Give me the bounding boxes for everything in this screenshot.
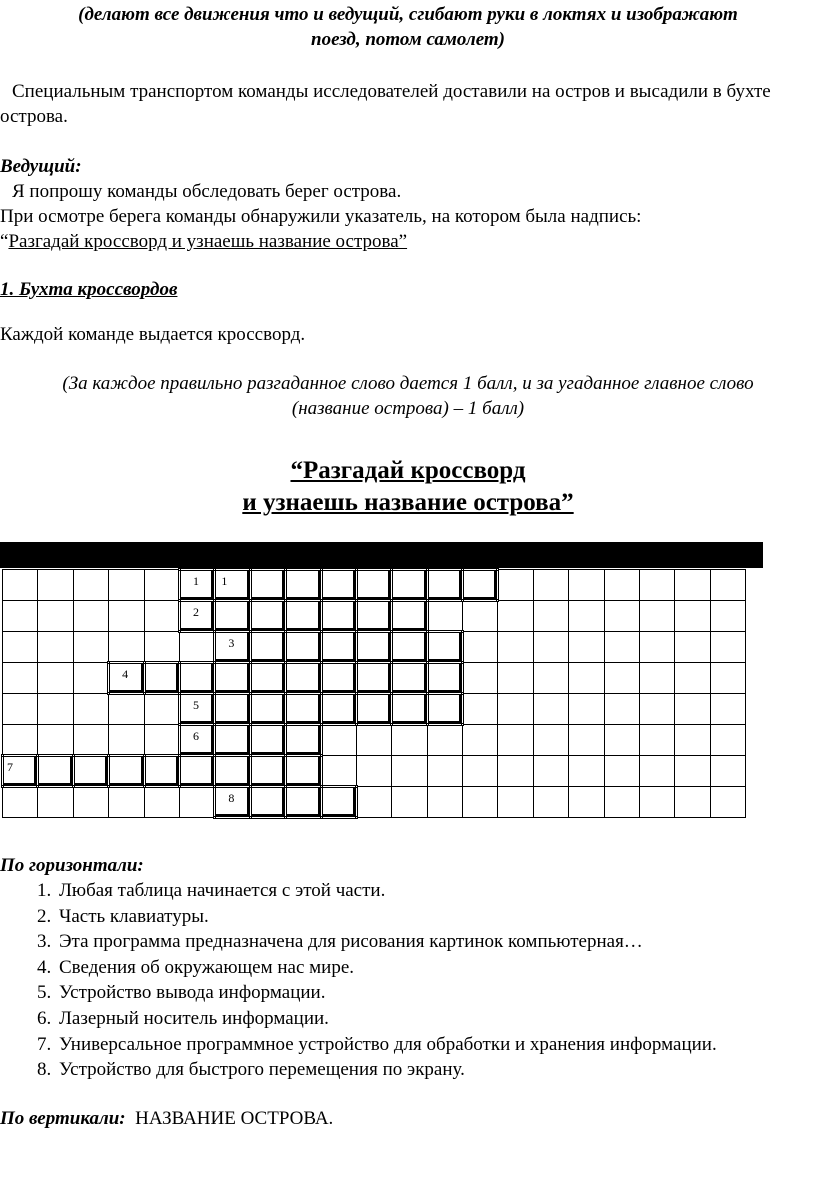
crossword-answer-cell[interactable]	[179, 756, 214, 787]
crossword-answer-cell[interactable]	[356, 663, 391, 694]
crossword-empty-cell	[73, 663, 108, 694]
crossword-empty-cell	[533, 663, 568, 694]
crossword-empty-cell	[604, 632, 639, 663]
crossword-empty-cell	[144, 725, 179, 756]
clues	[0, 853, 816, 1131]
crossword-answer-cell[interactable]	[321, 570, 356, 601]
crossword-answer-cell[interactable]	[250, 570, 285, 601]
crossword-empty-cell	[569, 725, 604, 756]
crossword-answer-cell[interactable]	[356, 570, 391, 601]
horizontal-clue-item: 8. Устройство для быстрого перемещения по экрану.	[56, 1057, 816, 1083]
crossword-empty-cell	[675, 601, 710, 632]
crossword-empty-cell	[73, 570, 108, 601]
crossword-answer-cell[interactable]	[250, 725, 285, 756]
crossword-answer-cell[interactable]	[321, 632, 356, 663]
crossword-answer-cell[interactable]	[179, 570, 214, 601]
crossword-answer-cell[interactable]	[215, 570, 250, 601]
crossword-empty-cell	[675, 694, 710, 725]
crossword-empty-cell	[533, 787, 568, 818]
crossword-clue-number: 8	[228, 791, 235, 805]
crossword-clue-number: 1	[192, 574, 199, 588]
scoring-note	[0, 371, 816, 421]
crossword-title-line1: “Разгадай кроссворд	[290, 457, 526, 484]
crossword-row	[3, 756, 746, 787]
horizontal-label: По горизонтали:	[0, 855, 144, 876]
intro-paragraph: Специальным транспортом команды исследователей доставили на остров и высадили в бухте острова.	[0, 81, 771, 127]
crossword-empty-cell	[109, 787, 144, 818]
crossword-empty-cell	[604, 694, 639, 725]
crossword-header-bar	[0, 542, 763, 568]
crossword-empty-cell	[73, 601, 108, 632]
crossword-empty-cell	[321, 725, 356, 756]
sign-quote: “	[0, 231, 9, 252]
crossword-empty-cell	[604, 663, 639, 694]
host-line1: Я попрошу команды обследовать берег острова.	[12, 181, 402, 202]
crossword-empty-cell	[427, 756, 462, 787]
intro-note-line2: поезд, потом самолет)	[311, 29, 505, 50]
crossword-empty-cell	[675, 570, 710, 601]
crossword-answer-cell[interactable]	[215, 787, 250, 818]
crossword-answer-cell[interactable]	[250, 756, 285, 787]
crossword-empty-cell	[109, 694, 144, 725]
crossword-empty-cell	[675, 756, 710, 787]
crossword-clue-number: 2	[192, 605, 199, 619]
crossword-empty-cell	[710, 756, 745, 787]
crossword-title	[0, 455, 816, 519]
crossword-empty-cell	[533, 632, 568, 663]
crossword-empty-cell	[710, 694, 745, 725]
crossword-empty-cell	[73, 787, 108, 818]
crossword-answer-cell[interactable]	[321, 787, 356, 818]
crossword	[0, 542, 766, 832]
crossword-empty-cell	[321, 756, 356, 787]
crossword-answer-cell[interactable]	[179, 725, 214, 756]
crossword-empty-cell	[38, 694, 73, 725]
crossword-empty-cell	[144, 570, 179, 601]
crossword-empty-cell	[569, 756, 604, 787]
crossword-empty-cell	[392, 756, 427, 787]
crossword-clue-number: 6	[192, 729, 199, 743]
crossword-answer-cell[interactable]	[215, 725, 250, 756]
crossword-empty-cell	[179, 632, 214, 663]
crossword-empty-cell	[109, 632, 144, 663]
crossword-answer-cell[interactable]	[215, 601, 250, 632]
crossword-empty-cell	[569, 663, 604, 694]
section-text: Каждой команде выдается кроссворд.	[0, 324, 306, 345]
crossword-empty-cell	[533, 694, 568, 725]
crossword-row	[3, 787, 746, 818]
crossword-clue-number: 3	[228, 636, 235, 650]
crossword-answer-cell[interactable]	[250, 632, 285, 663]
vertical-text: НАЗВАНИЕ ОСТРОВА.	[135, 1107, 334, 1129]
crossword-answer-cell[interactable]	[215, 756, 250, 787]
crossword-empty-cell	[604, 725, 639, 756]
crossword-empty-cell	[463, 663, 498, 694]
crossword-empty-cell	[533, 756, 568, 787]
crossword-answer-cell[interactable]	[250, 663, 285, 694]
sign-inscription: Разгадай кроссворд и узнаешь название острова”	[8, 231, 408, 252]
crossword-empty-cell	[38, 601, 73, 632]
crossword-empty-cell	[604, 570, 639, 601]
section-heading: 1. Бухта кроссвордов	[0, 279, 178, 300]
crossword-answer-cell[interactable]	[38, 756, 73, 787]
sign-text	[0, 229, 407, 254]
crossword-empty-cell	[3, 694, 38, 725]
crossword-empty-cell	[38, 787, 73, 818]
crossword-answer-cell[interactable]	[286, 756, 321, 787]
vertical-label: По вертикали:	[0, 1107, 126, 1129]
crossword-empty-cell	[498, 694, 533, 725]
crossword-answer-cell[interactable]	[321, 694, 356, 725]
horizontal-clue-item: 4. Сведения об окружающем нас мире.	[56, 955, 816, 981]
horizontal-clue-item: 3. Эта программа предназначена для рисования картинок компьютерная…	[56, 929, 816, 955]
crossword-row	[3, 632, 746, 663]
crossword-answer-cell[interactable]	[144, 663, 179, 694]
crossword-empty-cell	[640, 787, 675, 818]
crossword-empty-cell	[710, 663, 745, 694]
horizontal-clue-item: 5. Устройство вывода информации.	[56, 980, 816, 1006]
crossword-empty-cell	[640, 725, 675, 756]
crossword-answer-cell[interactable]	[215, 632, 250, 663]
crossword-empty-cell	[3, 725, 38, 756]
crossword-answer-cell[interactable]	[286, 694, 321, 725]
crossword-empty-cell	[3, 601, 38, 632]
intro-note-line1: (делают все движения что и ведущий, сгибают руки в локтях и изображают	[78, 4, 738, 25]
crossword-answer-cell[interactable]	[286, 632, 321, 663]
horizontal-clue-item: 1. Любая таблица начинается с этой части.	[56, 878, 816, 904]
crossword-answer-cell[interactable]	[144, 756, 179, 787]
crossword-answer-cell[interactable]	[321, 663, 356, 694]
crossword-empty-cell	[498, 787, 533, 818]
crossword-empty-cell	[640, 632, 675, 663]
crossword-answer-cell[interactable]	[392, 601, 427, 632]
crossword-empty-cell	[3, 570, 38, 601]
crossword-empty-cell	[38, 570, 73, 601]
crossword-answer-cell[interactable]	[356, 694, 391, 725]
crossword-grid	[1, 568, 746, 819]
crossword-empty-cell	[498, 725, 533, 756]
host-label: Ведущий:	[0, 156, 82, 177]
crossword-answer-cell[interactable]	[356, 632, 391, 663]
crossword-empty-cell	[463, 787, 498, 818]
crossword-empty-cell	[569, 694, 604, 725]
crossword-empty-cell	[73, 725, 108, 756]
crossword-empty-cell	[463, 725, 498, 756]
crossword-answer-cell[interactable]	[286, 725, 321, 756]
crossword-empty-cell	[533, 570, 568, 601]
crossword-answer-cell[interactable]	[392, 694, 427, 725]
crossword-empty-cell	[675, 787, 710, 818]
crossword-empty-cell	[498, 632, 533, 663]
crossword-empty-cell	[569, 570, 604, 601]
crossword-empty-cell	[675, 663, 710, 694]
crossword-empty-cell	[356, 787, 391, 818]
crossword-empty-cell	[356, 725, 391, 756]
crossword-empty-cell	[144, 694, 179, 725]
crossword-empty-cell	[392, 787, 427, 818]
crossword-answer-cell[interactable]	[109, 663, 144, 694]
crossword-answer-cell[interactable]	[179, 601, 214, 632]
crossword-empty-cell	[144, 787, 179, 818]
crossword-clue-number: 7	[7, 760, 13, 774]
crossword-empty-cell	[144, 601, 179, 632]
crossword-empty-cell	[392, 725, 427, 756]
crossword-answer-cell[interactable]	[392, 663, 427, 694]
crossword-answer-cell[interactable]	[179, 663, 214, 694]
crossword-empty-cell	[675, 725, 710, 756]
crossword-empty-cell	[569, 787, 604, 818]
crossword-empty-cell	[498, 601, 533, 632]
crossword-empty-cell	[675, 632, 710, 663]
crossword-empty-cell	[73, 632, 108, 663]
crossword-answer-cell[interactable]	[392, 632, 427, 663]
crossword-empty-cell	[710, 601, 745, 632]
crossword-answer-cell[interactable]	[427, 570, 462, 601]
crossword-empty-cell	[109, 570, 144, 601]
crossword-vertical-number: 1	[221, 574, 228, 588]
crossword-answer-cell[interactable]	[215, 663, 250, 694]
crossword-answer-cell[interactable]	[286, 787, 321, 818]
crossword-title-line2: и узнаешь название острова”	[242, 489, 574, 516]
crossword-answer-cell[interactable]	[286, 570, 321, 601]
crossword-empty-cell	[533, 601, 568, 632]
crossword-empty-cell	[569, 601, 604, 632]
crossword-row	[3, 663, 746, 694]
crossword-empty-cell	[710, 570, 745, 601]
crossword-empty-cell	[3, 787, 38, 818]
crossword-empty-cell	[604, 601, 639, 632]
crossword-empty-cell	[498, 756, 533, 787]
horizontal-clue-item: 2. Часть клавиатуры.	[56, 904, 816, 930]
crossword-answer-cell[interactable]	[321, 601, 356, 632]
scoring-note-line2: (название острова) – 1 балл)	[291, 398, 525, 419]
crossword-empty-cell	[463, 694, 498, 725]
crossword-empty-cell	[640, 601, 675, 632]
crossword-answer-cell[interactable]	[109, 756, 144, 787]
crossword-empty-cell	[38, 632, 73, 663]
crossword-answer-cell[interactable]	[3, 756, 38, 787]
crossword-empty-cell	[427, 601, 462, 632]
crossword-answer-cell[interactable]	[215, 694, 250, 725]
crossword-empty-cell	[463, 601, 498, 632]
crossword-clue-number: 5	[192, 698, 199, 712]
host-line2: При осмотре берега команды обнаружили указатель, на котором была надпись:	[0, 206, 642, 227]
crossword-answer-cell[interactable]	[427, 632, 462, 663]
crossword-row	[3, 570, 746, 601]
crossword-empty-cell	[356, 756, 391, 787]
crossword-answer-cell[interactable]	[73, 756, 108, 787]
intro-note	[0, 2, 816, 52]
crossword-empty-cell	[640, 756, 675, 787]
crossword-empty-cell	[640, 663, 675, 694]
crossword-answer-cell[interactable]	[427, 694, 462, 725]
crossword-answer-cell[interactable]	[286, 601, 321, 632]
crossword-empty-cell	[710, 632, 745, 663]
crossword-answer-cell[interactable]	[463, 570, 498, 601]
crossword-empty-cell	[427, 787, 462, 818]
horizontal-clue-list	[0, 878, 816, 1083]
crossword-answer-cell[interactable]	[427, 663, 462, 694]
crossword-row	[3, 725, 746, 756]
crossword-row	[3, 694, 746, 725]
horizontal-clue-item: 6. Лазерный носитель информации.	[56, 1006, 816, 1032]
crossword-answer-cell[interactable]	[250, 787, 285, 818]
crossword-empty-cell	[710, 787, 745, 818]
crossword-empty-cell	[38, 663, 73, 694]
crossword-empty-cell	[498, 663, 533, 694]
crossword-empty-cell	[533, 725, 568, 756]
crossword-empty-cell	[569, 632, 604, 663]
crossword-empty-cell	[3, 632, 38, 663]
crossword-empty-cell	[640, 694, 675, 725]
crossword-empty-cell	[144, 632, 179, 663]
crossword-empty-cell	[3, 663, 38, 694]
crossword-empty-cell	[179, 787, 214, 818]
scoring-note-line1: (За каждое правильно разгаданное слово дается 1 балл, и за угаданное главное слово	[62, 373, 754, 394]
vertical-clue	[0, 1106, 816, 1131]
crossword-answer-cell[interactable]	[179, 694, 214, 725]
crossword-row	[3, 601, 746, 632]
crossword-empty-cell	[38, 725, 73, 756]
crossword-answer-cell[interactable]	[250, 694, 285, 725]
crossword-empty-cell	[640, 570, 675, 601]
crossword-empty-cell	[109, 725, 144, 756]
crossword-answer-cell[interactable]	[250, 601, 285, 632]
crossword-answer-cell[interactable]	[286, 663, 321, 694]
crossword-empty-cell	[463, 756, 498, 787]
crossword-answer-cell[interactable]	[356, 601, 391, 632]
horizontal-clue-item: 7. Универсальное программное устройство для обработки и хранения информации.	[56, 1032, 816, 1058]
crossword-empty-cell	[463, 632, 498, 663]
crossword-empty-cell	[498, 570, 533, 601]
crossword-empty-cell	[109, 601, 144, 632]
crossword-answer-cell[interactable]	[392, 570, 427, 601]
crossword-empty-cell	[710, 725, 745, 756]
crossword-clue-number: 4	[122, 667, 129, 681]
crossword-empty-cell	[73, 694, 108, 725]
crossword-empty-cell	[427, 725, 462, 756]
crossword-empty-cell	[604, 787, 639, 818]
crossword-empty-cell	[604, 756, 639, 787]
